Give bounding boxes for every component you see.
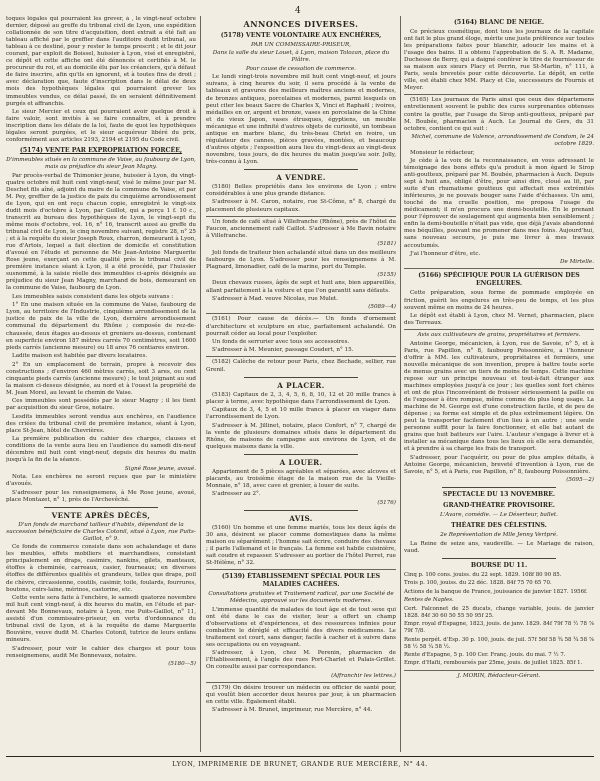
paragraph: 1° En une maison située en la commune de Vaise, faubourg de Lyon, au territoire de l'Industrie, cinquième arrondissement de la justice de paix de la ville de Lyon, dernière arrondissement communal du département du Rhône ; composée de rez-de-chaussée, deux étages au-dessus et greniers au-dessus, contenant en superficie environ 187 mètres carrés 70 centimètres, soit 1600 pieds carrés (ancienne mesure) ou 18 ares 76 centiares environ. (6, 302, 196, 351)
paragraph: Les immeubles saisis consistent dans les objets suivans : (12, 293, 174, 300)
signature: De Mirtelle. (560, 259, 594, 266)
program-line: L'Avare, comédie. — Le Déserteur, ballet. (440, 512, 558, 519)
paragraph: S'adresser à M. Jillinet, notaire, place Confort, n° 7, chargé de la vente de plusieurs domaines situés dans le département du Rhône, de maisons de campagne aux environs de Lyon, et de quelques maisons dans la ville. (206, 422, 396, 450)
quote-line: Rente perpét. d'Esp. 30 p. 100, jouis. de juil. 57f 56f 58 ¾ 58 ¾ 58 ⅞ 58 ½ 58 ¼ 58 ½. (404, 636, 594, 650)
reference-number: (5095—2) (566, 477, 594, 484)
paragraph: Cette préparation, sous forme de pommade employée en friction, guérit les engelures en très-peu de temps, et les plus souvent même en moins de 24 heures. (404, 290, 594, 311)
printer-footer: LYON, IMPRIMERIE DE BRUNET, GRANDE RUE MERCIÈRE, N° 44. (6, 756, 594, 768)
paragraph: (5165) Les journaux de Paris ainsi que ceux des départemens entretiennent souvent le public des cures surprenantes obtenues contre la goutte, par l'usage du Sirop anti-goutteux, préparé par M. Boubée, pharmacien à Auch. Le Journal du Gers, du 31 octobre, contient ce qui suit : (404, 97, 594, 132)
editor-signature: J. MORIN, Rédacteur-Gérant. (457, 672, 541, 679)
quote-line: Cinq p. 100 cons. jouiss. du 22 sept. 1829. 108f 80 90 85. (404, 571, 562, 578)
section-heading: A VENDRE. (276, 172, 326, 182)
section-heading: VENTE APRÈS DÉCÈS, (51, 510, 151, 520)
reference-number: (5176) (377, 499, 396, 506)
reference-number: (5155) (377, 272, 396, 279)
paragraph: J'ai l'honneur d'être, etc. (410, 250, 481, 257)
paragraph: Ce fonds de commerce consiste dans son achalandage et dans les meubles, effets mobiliers et marchandises, consistant principalement en draps, casimirs, nankins, gilets, manteaux, étoffes à cheminée, carreaux, casier, fourneaux; en diverses étoffes de différentes qualités et grandeurs, telles que draps, poil de chèvre, circassienne, coutils, casimir, toile, foulards, fourrures, boutons, cuirs-laine, mérinos, castorine, etc. (6, 544, 196, 593)
program-line: 2e Représentation de Mlle Jenny Vertpré. (440, 532, 558, 539)
paragraph: toques légales qui pourraient les grever, à , le vingt-neuf octobre dernier, déposé au greffe du tribunal civil de Lyon, une expédition collationnée de son titre d'acquisition, dont extrait a été fait au tableau affiché par le greffier dans l'auditoire dudit tribunal, au tableau à ce destiné, pour y rester le temps prescrit ; et le dit jour courant, par exploit de Boissel, huissier à Lyon, visé et enregistré, ce dépôt et cette affiche ont été dénoncés et certifiés à M. le procureur du roi, et au domicile élu par les créanciers, qu'à défaut de faire inscrire, afin qu'ils en ignorent, et à toutes fins de droit ; avec déclaration que, faute d'inscription dans le délai de deux mois des hypothèques légales qui pourraient grever les immeubles vendus, ce délai passé, ils en seraient définitivement purgés et affranchis. (6, 16, 196, 107)
reference-number: (5181) (377, 241, 396, 248)
paragraph: (5180) Belles propriétés dans les environs de Lyon ; entre considérables à une plus grande distance. (206, 183, 396, 198)
paragraph: Nota. Les enchères ne seront reçues que par le ministère d'avoués. (6, 474, 196, 488)
section-subheading: D'un fonds de marchand tailleur d'habits, dépendant de la succession bénéficiaire de Charles Cotonil, situé à Lyon, rue Puits-Gaillot, n° 9. (6, 521, 196, 542)
separator (442, 487, 556, 488)
quote-line: Cert. Falconnet de 25 ducats, change variable, jouis. de janvier 1828. 84f 30 60 50 55 50 95f 25. (404, 605, 594, 619)
paragraph: (5179) On désire trouver un médecin ou officier de santé pour, qui voulût bien accorder deux heures par jour, à un pharmacien en cette ville. Également établi. (206, 684, 396, 705)
paragraph: S'adresser à M. Meunier, passage Coudert, n° 15. (212, 347, 354, 354)
section-heading: ANNONCES DIVERSES. (243, 19, 359, 29)
paragraph: Michel, commune de Valence, arrondissement de Condom, le 24 octobre 1829. (411, 134, 594, 148)
separator (206, 682, 396, 683)
paragraph: (5161) Pour cause de décès.— Un fonds d'ornement d'architecture et sculpture en stuc, parfaitement achalandé. On pourrait céder au local pour l'exploiter. (206, 316, 396, 337)
quote-line: Empr. royal d'Espagne, 1823, jouis. de janv. 1829. 84f 79f 78 ½ 78 ⅞ 79f 7/8. (404, 621, 594, 635)
section-subheading: Dans la salle du sieur Louet, à Lyon, maison Tolozan, place du Plâtre. (212, 50, 390, 64)
separator (404, 94, 594, 95)
paragraph: Deux chevaux russes, âgés de sept et huit ans, bien appareillés, allant parfaitement à la voiture et que l'on garantit sans défauts. (206, 280, 396, 294)
section-subheading: Avis aux cultivateurs de grains, propriétaires et fermiers. (417, 332, 581, 339)
separator (404, 329, 594, 330)
separator (244, 510, 358, 511)
section-heading: A LOUER. (279, 457, 323, 467)
quote-line: Trois p. 100, jouiss. du 22 déc. 1828. 84f 75 70 65 70. (404, 580, 552, 587)
paragraph: Le lundi vingt-trois novembre mil huit cent vingt-neuf, et jours suivans, à cinq heures du soir, il sera procédé à la vente de tableaux et gravures des meilleurs maîtres anciens et modernes, de bronzes antiques, porcelaines et modernes, parmi lesquels on peut citer les beaux Sacre de Charles X, Vinci et Raphaël ; ivoires, médailles en or, argent et bronze, vases en porcelaine de la Chine et du vieux Japon, vases étrusques, égyptiens, un meuble mécanique et une infinité d'autres objets de curiosité, un tombeau antique en marbre blanc, du très-beau Christ en ivoire, un régulateur des cannes, pièces gravées, montées, et beaucoup d'autres objets ; l'exposition aura lieu du vingt-deux au vingt-deux novembre, tous jours, de dix heures du matin jusqu'au soir. Jolly, très-connu à Lyon. (206, 74, 396, 165)
paragraph: Monsieur le rédacteur, (410, 149, 475, 156)
paragraph: La première publication du cahier des charges, clauses et conditions de la vente aura lieu en l'audience du samedi dix-neuf décembre mil huit cent vingt-neuf, depuis dix heures du matin jusqu'à la fin de la séance. (6, 436, 196, 464)
column-right (404, 16, 594, 752)
paragraph: S'adresser à Mad. veuve Nicolas, rue Mulet. (212, 295, 338, 302)
paragraph: Ladite maison est habitée par divers locataires. (12, 353, 148, 360)
paragraph: Un fonds de café situé à Villefranche (Rhône), près de l'hôtel du Faucon, anciennement café Caillot. S'adresser à Me Bavin notaire à Villefranche. (206, 218, 396, 239)
paragraph: Un fonds de serrurier avec tous ses accessoires. (212, 338, 350, 345)
section-heading: THÉATRE DES CÉLESTINS. (451, 522, 547, 530)
reference-number: (5089—4) (368, 304, 396, 311)
paragraph: Cette vente sera faite à l'enchère, le samedi quatorze novembre mil huit cent vingt-neuf, à dix heures du matin, en l'étude et par-devant Me Bonnevaux, notaire à Lyon, rue Puits-Gaillot, n° 11, assisté d'un commissaire-priseur, en vertu d'ordonnance du tribunal civil de Lyon, et à la requête de dame Marguerite Bouvière, veuve dudit M. Charles Cotonil, tutrice de leurs enfans mineurs. (6, 594, 196, 644)
separator (442, 558, 556, 559)
paragraph: S'adresser au 2°. (212, 491, 261, 498)
paragraph: (5183) Capitaux de 2, 3, 4, 5, 6, 8, 10, 12 et 20 mille francs à placer à terme, avec hypothèque dans l'arrondissement de Lyon. (206, 391, 396, 405)
paragraph: Par procès-verbal de Thimonier jeune, huissier à Lyon, du vingt-quatre octobre mil huit cent vingt-neuf, visé le même jour par M. Deschet fils aîné, adjoint du maire de la commune de Vaise, et par M. Pey, greffier de la justice de paix du cinquième arrondissement de Lyon, qui en ont reçu chacun copie, enregistré le vingt-six dudit mois d'octobre à Lyon, par Guillot, qui a perçu 1 f. 10 c., transcrit au bureau des hypothèques de Lyon, le vingt-sept du même mois d'octobre, vol. 16, n° 16, transcrit aussi au greffe du tribunal civil de Lyon, le cinq novembre suivant, registre 28, n° 25 ; et à la requête du sieur Joseph Roux, charron, demeurant à Lyon, rue d'Artois, lequel a fait élection de domicile et constitution d'avoué en l'étude et personne de Me Jean-Antoine Marguerite Rose jeune, exerçant en cette qualité près le tribunal civil de première instance séant à Lyon, il a été procédé, par l'huissier susnommé, à la saisie réelle des immeubles ci-après désignés au préjudice du sieur Jean Magny, marchand de bois, demeurant en la commune de Vaise, faubourg de Lyon. (6, 172, 196, 292)
quote-line: Actions de la banque de France, jouissance de janvier 1827. 1956f. (404, 588, 588, 595)
program-line: La Reine de seize ans, vaudeville. — Le Mariage de raison, vaud. (404, 540, 594, 554)
section-heading: (5164) BLANC DE NEIGE. (453, 19, 544, 26)
page-number: 4 (295, 6, 301, 16)
paragraph: Appartement de 5 pièces agréables et séparées, avec alcoves et placards, au troisième étage de la maison rue de la Vieille-Monnaie, n° 18, avec cave et grenier, à louer de suite. (206, 468, 396, 489)
quote-line: Rentes de Naples. (404, 597, 454, 604)
section-subheading: D'immeubles situés en la commune de Vaise, au faubourg de Lyon, mais au préjudice du sieur Jean Magny. (6, 157, 196, 171)
section-heading: (5166) SPÉCIFIQUE POUR LA GUÉRISON DES ENGELURES. (418, 272, 580, 288)
paragraph: S'adresser, à Lyon, chez M. Perenin, pharmacien de l'Établissement, à l'angle des rues Port-Charlet et Palais-Grillet. On consulte aussi par correspondance. (206, 650, 396, 671)
paragraph: Je cède à la voix de la reconnaissance, en vous adressant le témoignage des bons effets qu'a produit à mon égard le Sirop anti-goutteux, préparé par M. Boubée, pharmacien à Auch. Depuis sept à huit ans, obligé d'être, pour ainsi dire, cloué au lit, par suite d'un rhumatisme goutteux qui affectait mes extrémités inférieures, je ne pouvais bouger sans l'aide d'échasses. Un ami, touché de ma cruelle position, me proposa l'usage du médicament; il m'en procura une demi-bouteille. En le prenant pour l'éprouver de soulagement qui augmenta bien sensiblement ; enfin la demi-bouteille n'était pas vide, que déjà j'avais abandonné mes béquilles, pouvant me promener dans mes foins. Aujourd'hui, sans nouveau secours, je puis me livrer à mes travaux accoutumés. (404, 157, 594, 249)
paragraph: 2° En un emplacement de terrain, propre à recevoir des constructions ; d'environ 460 mètres carrés, soit 3 ares, ou cent cinquante pieds carrés (ancienne mesure) ; le tout joignant au sud la maison ci-dessus désignée, au nord et à l'ouest la propriété de M. Jean Morel, au levant le chemin de Vaise. (6, 361, 196, 396)
paragraph: (5160) Un homme et une femme mariés, tous les deux âgés de 30 ans, désirent se placer comme domestiques dans la même maison ou séparément ; l'homme sait écrire, conduire des chevaux ; il parle l'allemand et le français. La femme est habile cuisinière, sait coudre et repasser. S'adresser au portier de l'hôtel Perret, rue St-Hélène, n° 32. (206, 524, 396, 566)
separator (404, 670, 594, 671)
paragraph: Joli fonds de traiteur bien achalandé situé dans un des meilleurs faubourgs de Lyon. S'adresser pour les renseignemens à M. Plagnard, limonadier, café de la marine, port du Temple. (206, 249, 396, 270)
paragraph: Ce précieux cosmétique, dont tous les journaux de la capitale ont fait le plus grand éloge, mérite une juste préférence sur toutes les préparations faites pour blanchir, adoucir les mains et à l'usage des bains. Il a obtenu l'approbation de S. A. R. Madame, Duchesse de Berry, qui a daigné conférer le titre de fournisseur de sa maison aux sieurs Placy et Perrin, rue St-Martin, n° 111, à Paris, seuls brevetés pour cette découverte. Le dépôt, en cette ville, est établi chez MM. Placy et Cie, successeurs de Fournis et Meyer. (404, 29, 594, 92)
section-heading: (5139) ÉTABLISSEMENT SPÉCIAL POUR LES MALADIES CACHÉES. (221, 573, 381, 589)
section-heading: BOURSE DU 11. (470, 561, 528, 569)
separator (206, 356, 396, 357)
paragraph: Lesdits immeubles seront vendus aux enchères, en l'audience des criées du tribunal civil de première instance, séant à Lyon, place St-Jean, hôtel de Chevrières. (6, 413, 196, 434)
paragraph: S'adresser, pour l'acquérir, ou pour de plus amples détails, à Antoine George, mécanicien, breveté d'invention à Lyon, rue de Savoie, n° 5, et à Paris, rue Papillon, n° 8, faubourg Poissonnière. (404, 454, 594, 475)
section-subheading: Consultations gratuites et Traitement radical, par une Société de Médecins, approuvé sur les documents modernes. (208, 591, 394, 605)
section-heading: A PLACER. (277, 380, 325, 390)
paragraph: S'adresser, pour voir le cahier des charges et pour tous renseignemens, audit Me Bonnevaux, notaire. (6, 645, 196, 659)
section-subheading: PAR UN COMMISSAIRE-PRISEUR, (250, 42, 352, 48)
separator (244, 454, 358, 455)
paragraph: S'adresser à M. Caron, notaire, rue St-Côme, n° 8, chargé du placement de plusieurs capitaux. (206, 199, 396, 213)
separator (244, 169, 358, 170)
separator (244, 377, 358, 378)
column-middle (206, 16, 396, 752)
section-subheading: Pour cause de cessation de commerce. (246, 65, 356, 72)
paragraph: S'adresser à M. Brunet, imprimeur, rue Mercière, n° 44. (212, 707, 373, 714)
column-left (6, 16, 196, 752)
quote-line: Rente d'Espagne, 5 p. 100 Cer. Franç. jouis. du mai. 7 ½ 7. (404, 652, 566, 659)
paragraph: (5182) Calèche de retour pour Paris, chez Bechade, sellier, rue Grenil. (206, 359, 396, 373)
paragraph: Ces immeubles sont possédés par le sieur Magny ; il les tient par acquisition du sieur Gros, notaire. (6, 398, 196, 412)
quote-line: Empr. d'Haïti, remboursés par 25me, jouis. de juillet 1825. 85f 1. (404, 660, 583, 667)
section-heading: SPECTACLE DU 13 NOVEMBRE. (442, 491, 556, 499)
note: (Affranchir les lettres.) (331, 672, 396, 679)
separator (404, 268, 594, 269)
paragraph: Le dépôt est établi à Lyon, chez M. Vernet, pharmacien, place des Terreaux. (404, 312, 594, 327)
paragraph: Capitaux de 3, 4, 5 et 10 mille francs à placer en viager dans l'arrondissement de Lyon. (206, 407, 396, 421)
paragraph: Antoine George, mécanicien, à Lyon, rue de Savoie, n° 5, et à Paris, rue Papillon, n° 8, faubourg Poissonnière, a l'honneur d'offrir à MM. les cultivateurs, propriétaires et fermiers, une nouvelle mécanique de son invention, propre à battre toute sorte de menus grains avec un tiers de moins de temps. Cette machine repose sur un principe nouveau et tout-à-fait étranger aux machines employées jusqu'à ce jour ; les quelles sont fort chères et ont de plus l'inconvénient de froisser sérieusement la paille ou de l'exposer à être rompue, même comme du plus long usage. La machine de M. George est d'une construction facile, et de peu de dépense ; sa forme est simple et de plus extrêmement légère. On peut la transporter facilement d'un lieu à un autre ; une seule personne suffit pour la faire fonctionner, et elle bat autant de grains que huit batteurs sur l'aire. L'auteur s'engage à livrer et à installer sa mécanique dans tous les lieux où elle sera demandée, et à prendre à sa charge les frais de transport. (404, 340, 594, 453)
section-heading: AVIS. (289, 513, 313, 523)
column-rule (400, 16, 401, 752)
section-heading: GRAND-THÉATRE PROVISOIRE. (443, 502, 555, 510)
paragraph: L'immense quantité de malades de tout âge et de tout sexe qui ont été dans le cas de visiter, leur a offert un champ d'observations et d'expériences, et des ressources infinies pour combattre le déréglé et efficacité des divers médicamens. Le traitement est court, sans danger, facile à cacher et à suivre dans ses occupations ou en voyageant. (206, 606, 396, 648)
stock-quotes (404, 572, 594, 668)
paragraph: S'adresser pour les renseignemens, à Me Rose jeune, avoué, place Montazet, n° 1, près de l'Archevêché. (6, 489, 196, 503)
paragraph: Le sieur Mercier et ceux qui pourraient avoir quelque droit à faire valoir, sont invités à se faire connaître, et à prendre inscription dans les délais de la loi, faute de quoi les hypothèques légales seront purgées, et le sieur acquéreur libéré du prix, conformément aux articles 2193, 2194 et 2195 du Code civil. (6, 109, 196, 144)
separator (206, 216, 396, 217)
signature: Signé Rose jeune, avoué. (124, 465, 196, 472)
section-heading: (5174) VENTE PAR EXPROPRIATION FORCÉE, (19, 147, 183, 155)
separator (206, 313, 396, 314)
separator (206, 569, 396, 570)
separator (44, 507, 158, 508)
reference-number: (5180—5) (168, 661, 196, 668)
column-rule (200, 16, 201, 752)
section-heading: (5178) VENTE VOLONTAIRE AUX ENCHÈRES, (220, 32, 382, 39)
